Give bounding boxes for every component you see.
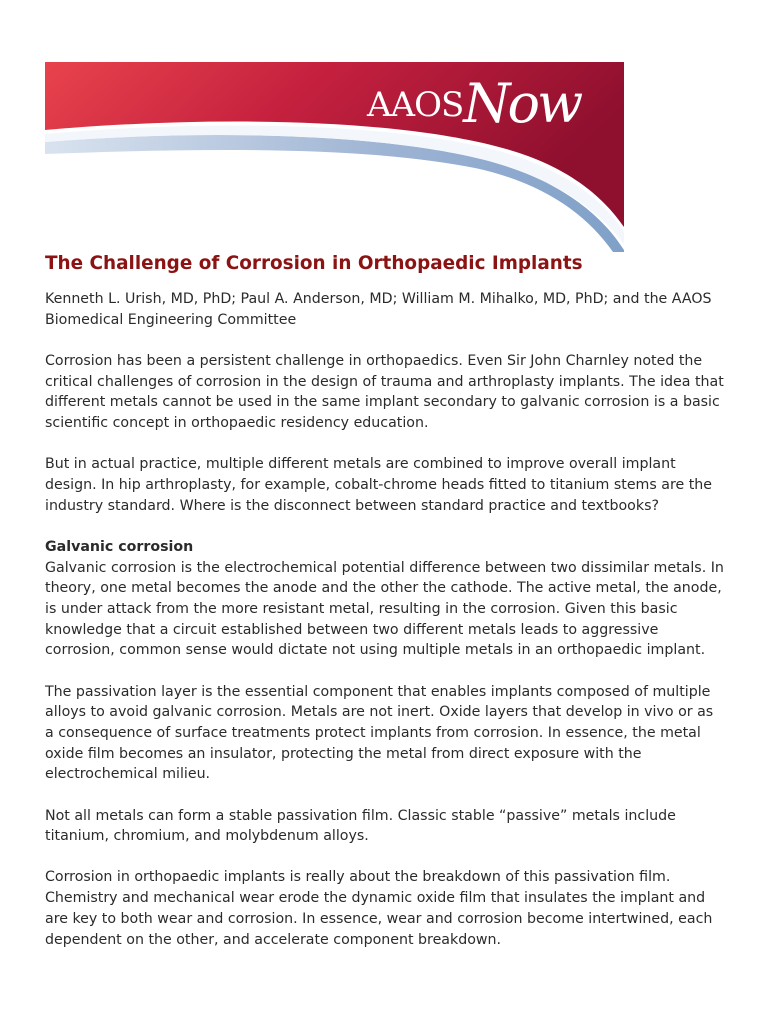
section-paragraph: Galvanic corrosion is the electrochemical potential difference between two dissimilar metals. In theory, one metal becomes the anode and the other the cathode. The active metal, the anode, is under attack from the more resistant metal, resulting in the corrosion. Given this basic knowledge that a circuit established between two different metals leads to aggressive corrosion, common sense would dictate not using multiple metals in an orthopaedic implant. <box>45 559 724 659</box>
section-heading: Galvanic corrosion <box>45 538 194 555</box>
galvanic-section <box>45 537 725 661</box>
aaos-now-banner <box>45 62 624 252</box>
logo-now-text: Now <box>463 72 581 135</box>
article-body <box>45 252 725 971</box>
article-authors: Kenneth L. Urish, MD, PhD; Paul A. Anderson, MD; William M. Mihalko, MD, PhD; and the AAOS Biomedical Engineering Committee <box>45 291 712 328</box>
section-paragraph: The passivation layer is the essential component that enables implants composed of multiple alloys to avoid galvanic corrosion. Metals are not inert. Oxide layers that develop in vivo or as a consequence of surface treatments protect implants from corrosion. In essence, the metal oxide film becomes an insulator, protecting the metal from direct exposure with the electrochemical milieu. <box>45 683 714 783</box>
section-paragraph: Corrosion in orthopaedic implants is really about the breakdown of this passivation film. Chemistry and mechanical wear erode the dynamic oxide film that insulates the implant and are key to both wear and corrosion. In essence, wear and corrosion become intertwined, each dependent on the other, and accelerate component breakdown. <box>45 869 713 948</box>
aaos-now-logo <box>367 72 580 142</box>
article-paragraph: But in actual practice, multiple different metals are combined to improve overall implant design. In hip arthroplasty, for example, cobalt-chrome heads fitted to titanium stems are the industry standard. Where is the disconnect between standard practice and textbooks? <box>45 456 713 514</box>
logo-aaos-text: AAOS <box>367 85 464 125</box>
section-paragraph: Not all metals can form a stable passivation film. Classic stable “passive” metals include titanium, chromium, and molybdenum alloys. <box>45 807 676 845</box>
article-paragraph: Corrosion has been a persistent challenge in orthopaedics. Even Sir John Charnley noted the critical challenges of corrosion in the design of trauma and arthroplasty implants. The idea that different metals cannot be used in the same implant secondary to galvanic corrosion is a basic scientific concept in orthopaedic residency education. <box>45 352 724 432</box>
article-title: The Challenge of Corrosion in Orthopaedic Implants <box>45 253 583 274</box>
